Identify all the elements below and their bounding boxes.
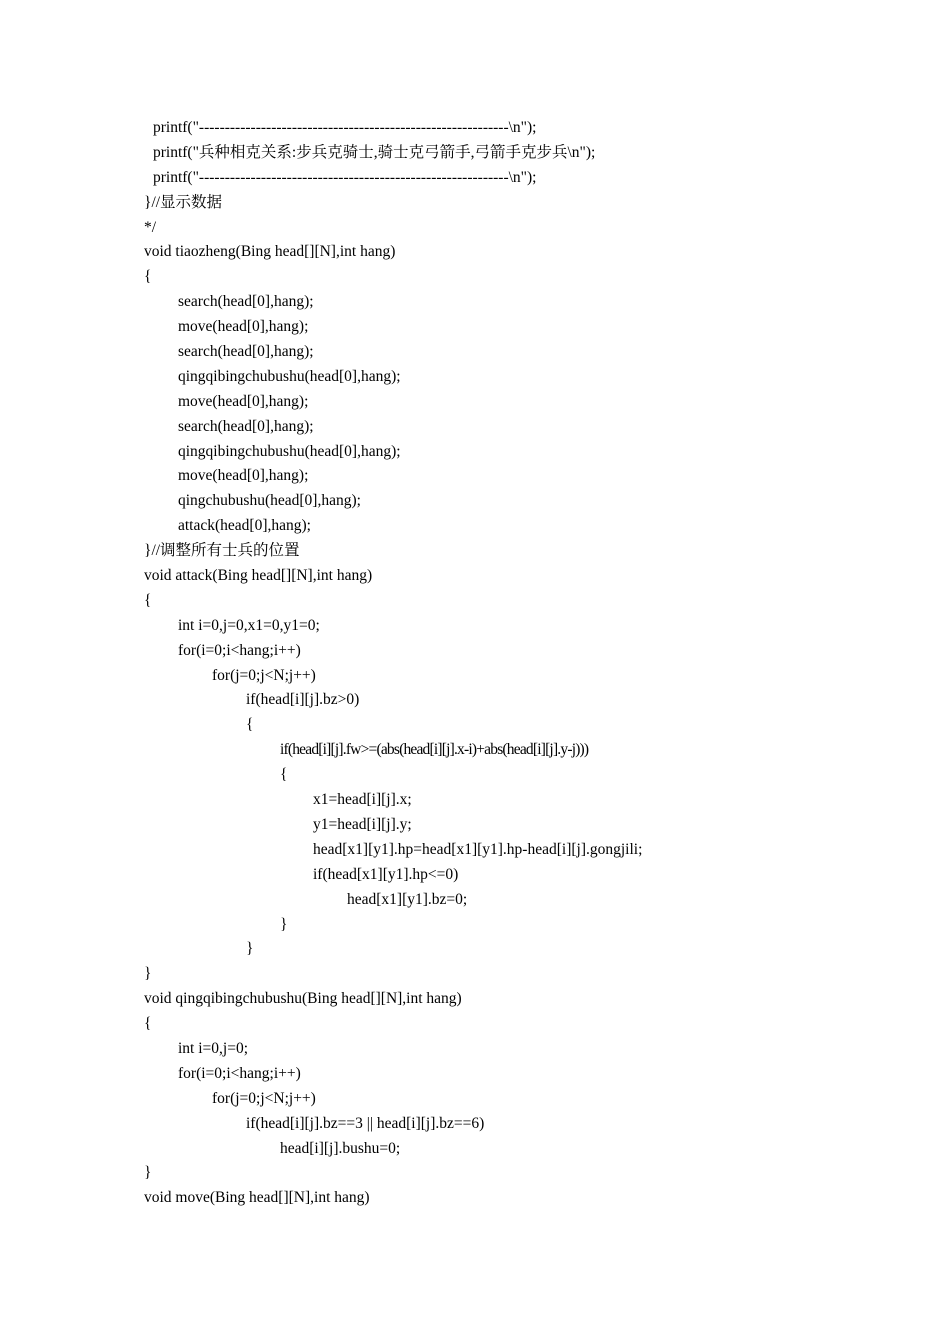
code-line: printf("兵种相克关系:步兵克骑士,骑士克弓箭手,弓箭手克步兵\n"); bbox=[153, 143, 596, 161]
code-line: if(head[i][j].bz==3 || head[i][j].bz==6) bbox=[246, 1114, 485, 1132]
code-line: search(head[0],hang); bbox=[178, 293, 314, 311]
code-line: } bbox=[144, 1164, 152, 1182]
code-line: void move(Bing head[][N],int hang) bbox=[144, 1189, 370, 1207]
code-line: void attack(Bing head[][N],int hang) bbox=[144, 567, 373, 585]
code-line: if(head[i][j].bz>0) bbox=[246, 691, 360, 709]
code-line: move(head[0],hang); bbox=[178, 318, 309, 336]
code-line: } bbox=[280, 915, 288, 933]
code-line: if(head[i][j].fw>=(abs(head[i][j].x-i)+abs(head[i][j].y-j))) bbox=[280, 741, 589, 759]
code-line: } bbox=[144, 965, 152, 983]
code-line: move(head[0],hang); bbox=[178, 392, 309, 410]
code-line: head[x1][y1].hp=head[x1][y1].hp-head[i][j].gongjili; bbox=[313, 840, 643, 858]
code-line: attack(head[0],hang); bbox=[178, 517, 311, 535]
code-line: }//调整所有士兵的位置 bbox=[144, 542, 300, 560]
code-line: qingqibingchubushu(head[0],hang); bbox=[178, 367, 401, 385]
code-line: }//显示数据 bbox=[144, 193, 223, 211]
code-line: void tiaozheng(Bing head[][N],int hang) bbox=[144, 243, 396, 261]
code-line: for(i=0;i<hang;i++) bbox=[178, 1064, 301, 1082]
code-line: void qingqibingchubushu(Bing head[][N],int hang) bbox=[144, 990, 462, 1008]
code-line: { bbox=[144, 268, 152, 286]
code-line: int i=0,j=0,x1=0,y1=0; bbox=[178, 616, 320, 634]
code-line: search(head[0],hang); bbox=[178, 417, 314, 435]
code-line: { bbox=[246, 716, 254, 734]
code-line: for(j=0;j<N;j++) bbox=[212, 1089, 316, 1107]
code-line: int i=0,j=0; bbox=[178, 1039, 249, 1057]
code-line: x1=head[i][j].x; bbox=[313, 791, 412, 809]
code-line: search(head[0],hang); bbox=[178, 343, 314, 361]
code-line: { bbox=[280, 766, 288, 784]
code-line: printf("------------------------------------------------------------\n"); bbox=[153, 119, 537, 136]
code-line: { bbox=[144, 1015, 152, 1033]
code-line: printf("------------------------------------------------------------\n"); bbox=[153, 168, 537, 186]
code-line: { bbox=[144, 591, 152, 609]
code-line: head[x1][y1].bz=0; bbox=[347, 890, 468, 908]
code-line: qingchubushu(head[0],hang); bbox=[178, 492, 361, 510]
code-listing bbox=[0, 116, 950, 1211]
code-line: qingqibingchubushu(head[0],hang); bbox=[178, 442, 401, 460]
code-line: } bbox=[246, 940, 254, 958]
code-line: */ bbox=[144, 218, 157, 236]
code-line: for(i=0;i<hang;i++) bbox=[178, 641, 301, 659]
code-line: move(head[0],hang); bbox=[178, 467, 309, 485]
code-line: y1=head[i][j].y; bbox=[313, 815, 412, 833]
code-line: if(head[x1][y1].hp<=0) bbox=[313, 865, 459, 883]
code-line: for(j=0;j<N;j++) bbox=[212, 666, 316, 684]
code-line: head[i][j].bushu=0; bbox=[280, 1139, 401, 1157]
